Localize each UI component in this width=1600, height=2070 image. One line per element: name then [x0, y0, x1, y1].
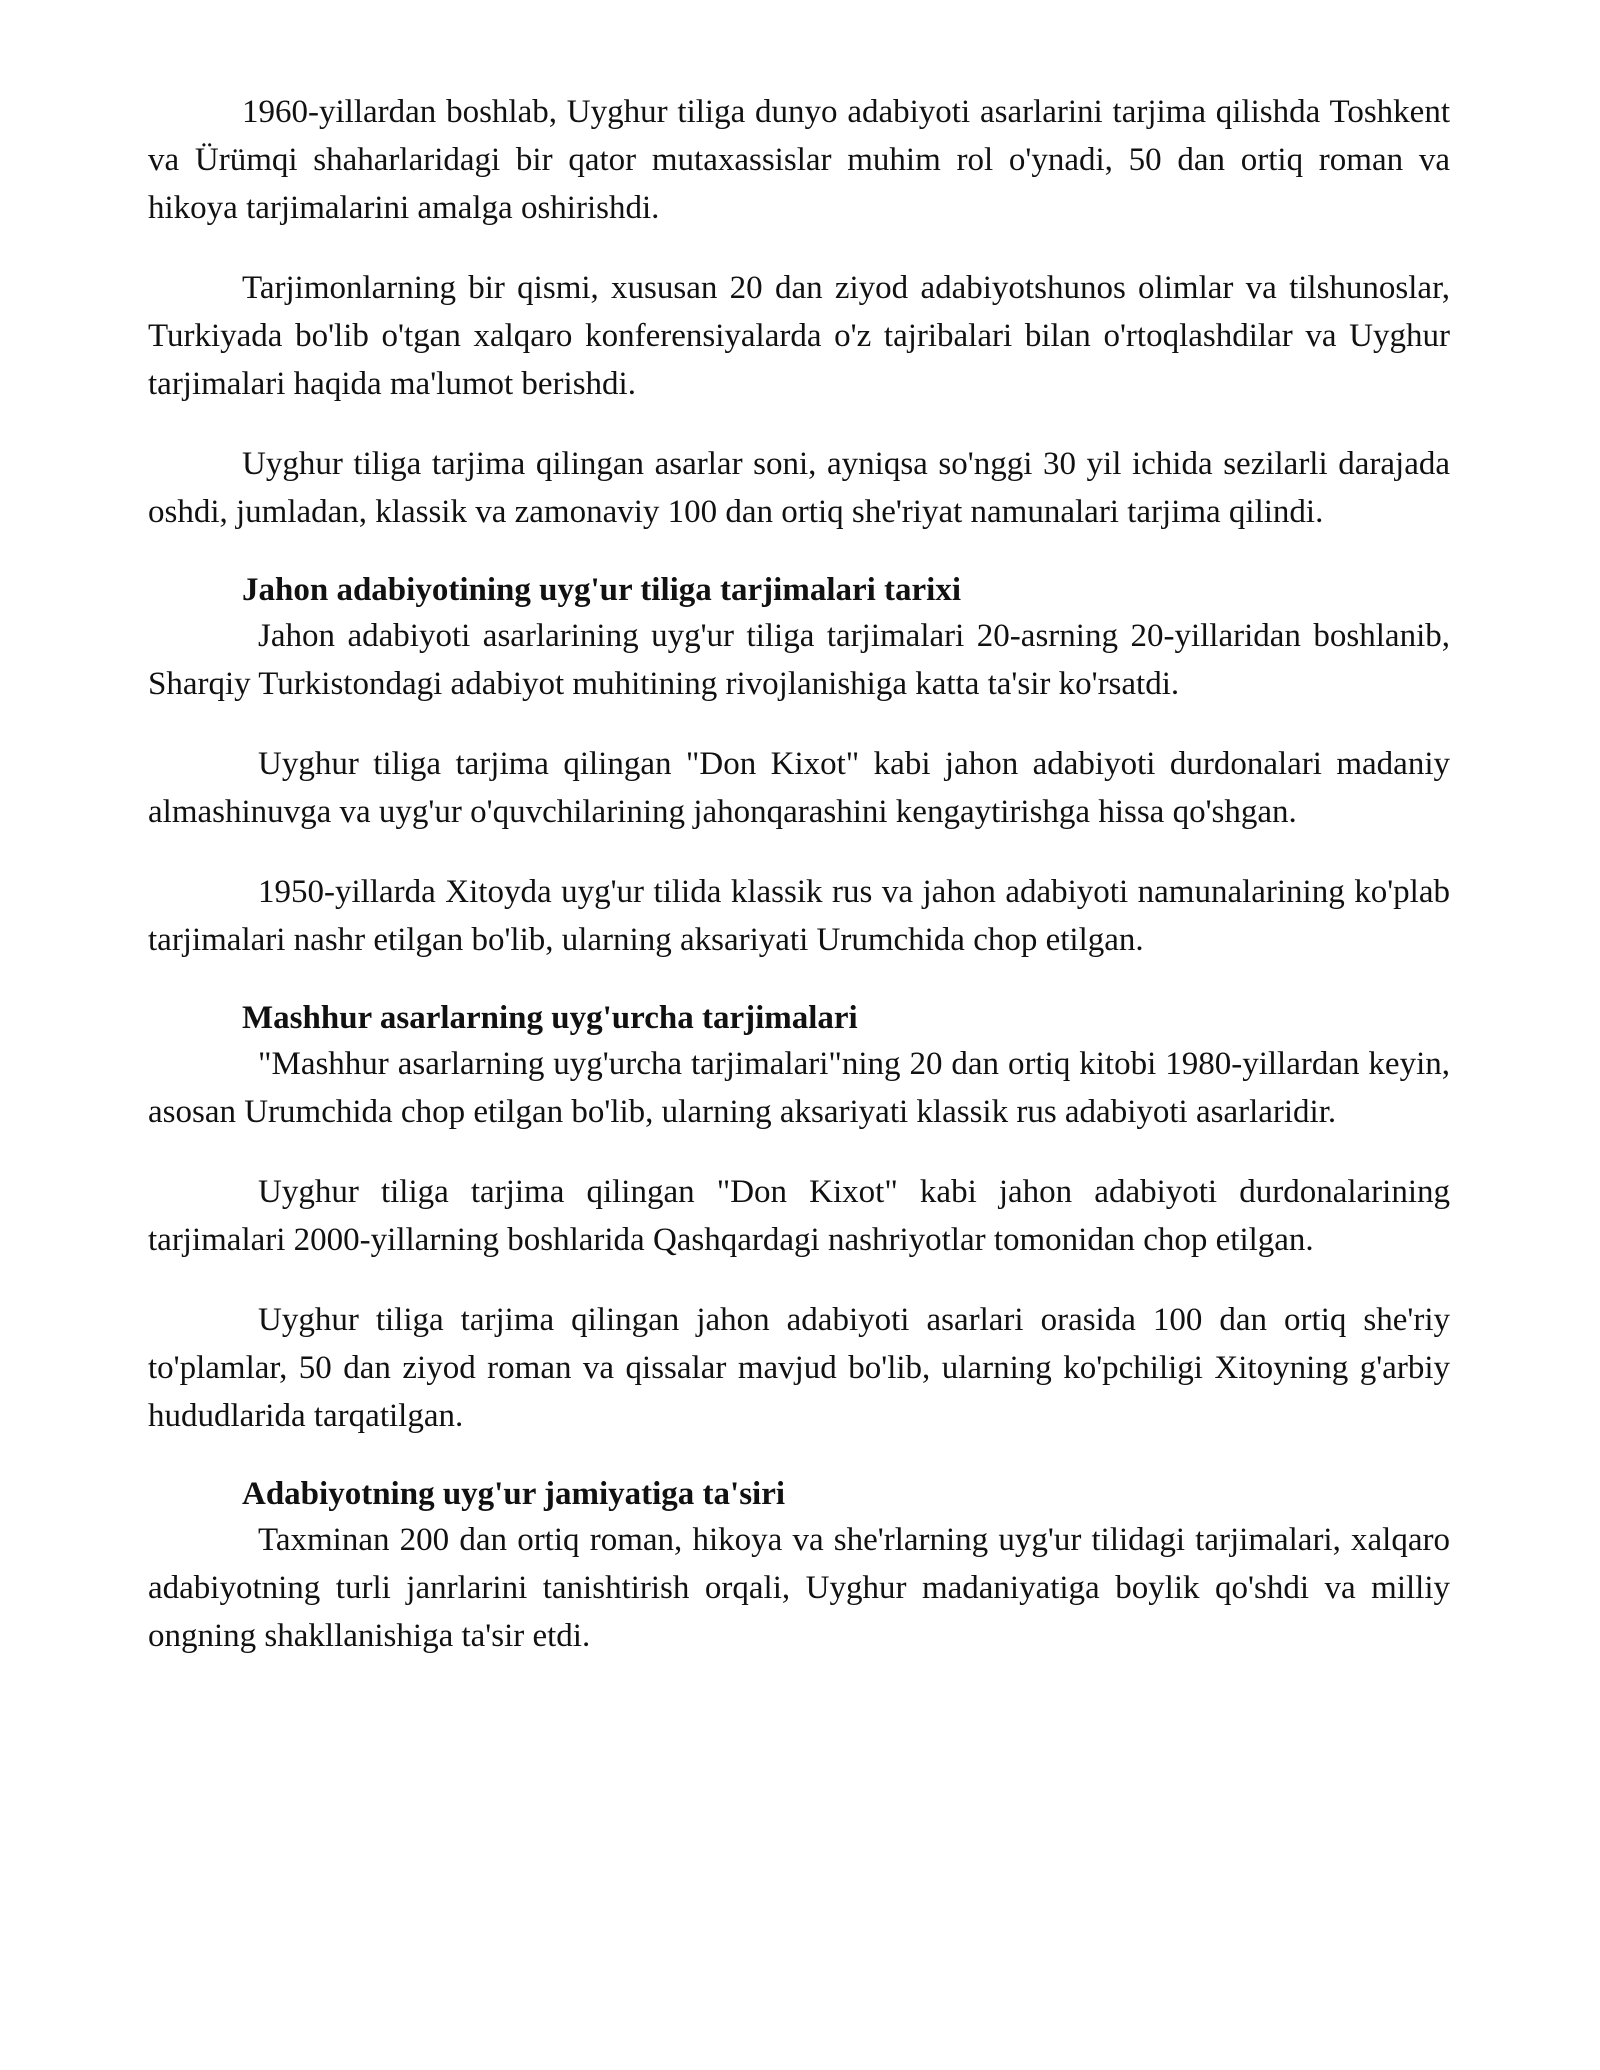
paragraph-famous-3: Uyghur tiliga tarjima qilingan jahon adabiyoti asarlari orasida 100 dan ortiq she'riy to'plamlar, 50 dan ziyod roman va qissalar mavjud bo'lib, ularning ko'pchiligi Xitoyning g'arbiy hududlarida tarqatilgan.	[148, 1302, 1450, 1434]
paragraph-history-2: Uyghur tiliga tarjima qilingan "Don Kixot" kabi jahon adabiyoti durdonalari madaniy almashinuvga va uyg'ur o'quvchilarining jahonqarashini kengaytirishga hissa qo'shgan.	[148, 746, 1450, 830]
document-page	[148, 88, 1450, 1692]
paragraph-intro-2: Tarjimonlarning bir qismi, xususan 20 dan ziyod adabiyotshunos olimlar va tilshunoslar, Turkiyada bo'lib o'tgan xalqaro konferensiyalarda o'z tajribalari bilan o'rtoqlashdilar va Uyghur tarjimalari haqida ma'lumot berishdi.	[148, 270, 1450, 402]
paragraph-impact-1: Taxminan 200 dan ortiq roman, hikoya va she'rlarning uyg'ur tilidagi tarjimalari, xalqaro adabiyotning turli janrlarini tanishtirish orqali, Uyghur madaniyatiga boylik qo'shdi va milliy ongning shakllanishiga ta'sir etdi.	[148, 1522, 1450, 1654]
section-heading-impact: Adabiyotning uyg'ur jamiyatiga ta'siri	[242, 1476, 786, 1512]
paragraph-famous-1: "Mashhur asarlarning uyg'urcha tarjimalari"ning 20 dan ortiq kitobi 1980-yillardan keyin, asosan Urumchida chop etilgan bo'lib, ularning aksariyati klassik rus adabiyoti asarlaridir.	[148, 1046, 1450, 1130]
paragraph-intro-1: 1960-yillardan boshlab, Uyghur tiliga dunyo adabiyoti asarlarini tarjima qilishda Toshkent va Ürümqi shaharlaridagi bir qator mutaxassislar muhim rol o'ynadi, 50 dan ortiq roman va hikoya tarjimalarini amalga oshirishdi.	[148, 94, 1450, 226]
paragraph-intro-3: Uyghur tiliga tarjima qilingan asarlar soni, ayniqsa so'nggi 30 yil ichida sezilarli darajada oshdi, jumladan, klassik va zamonaviy 100 dan ortiq she'riyat namunalari tarjima qilindi.	[148, 446, 1450, 530]
paragraph-famous-2: Uyghur tiliga tarjima qilingan "Don Kixot" kabi jahon adabiyoti durdonalarining tarjimalari 2000-yillarning boshlarida Qashqardagi nashriyotlar tomonidan chop etilgan.	[148, 1174, 1450, 1258]
paragraph-history-1: Jahon adabiyoti asarlarining uyg'ur tiliga tarjimalari 20-asrning 20-yillaridan boshlanib, Sharqiy Turkistondagi adabiyot muhitining rivojlanishiga katta ta'sir ko'rsatdi.	[148, 618, 1450, 702]
paragraph-history-3: 1950-yillarda Xitoyda uyg'ur tilida klassik rus va jahon adabiyoti namunalarining ko'plab tarjimalari nashr etilgan bo'lib, ularning aksariyati Urumchida chop etilgan.	[148, 874, 1450, 958]
section-heading-history: Jahon adabiyotining uyg'ur tiliga tarjimalari tarixi	[242, 572, 962, 608]
section-heading-famous-works: Mashhur asarlarning uyg'urcha tarjimalari	[242, 1000, 858, 1036]
